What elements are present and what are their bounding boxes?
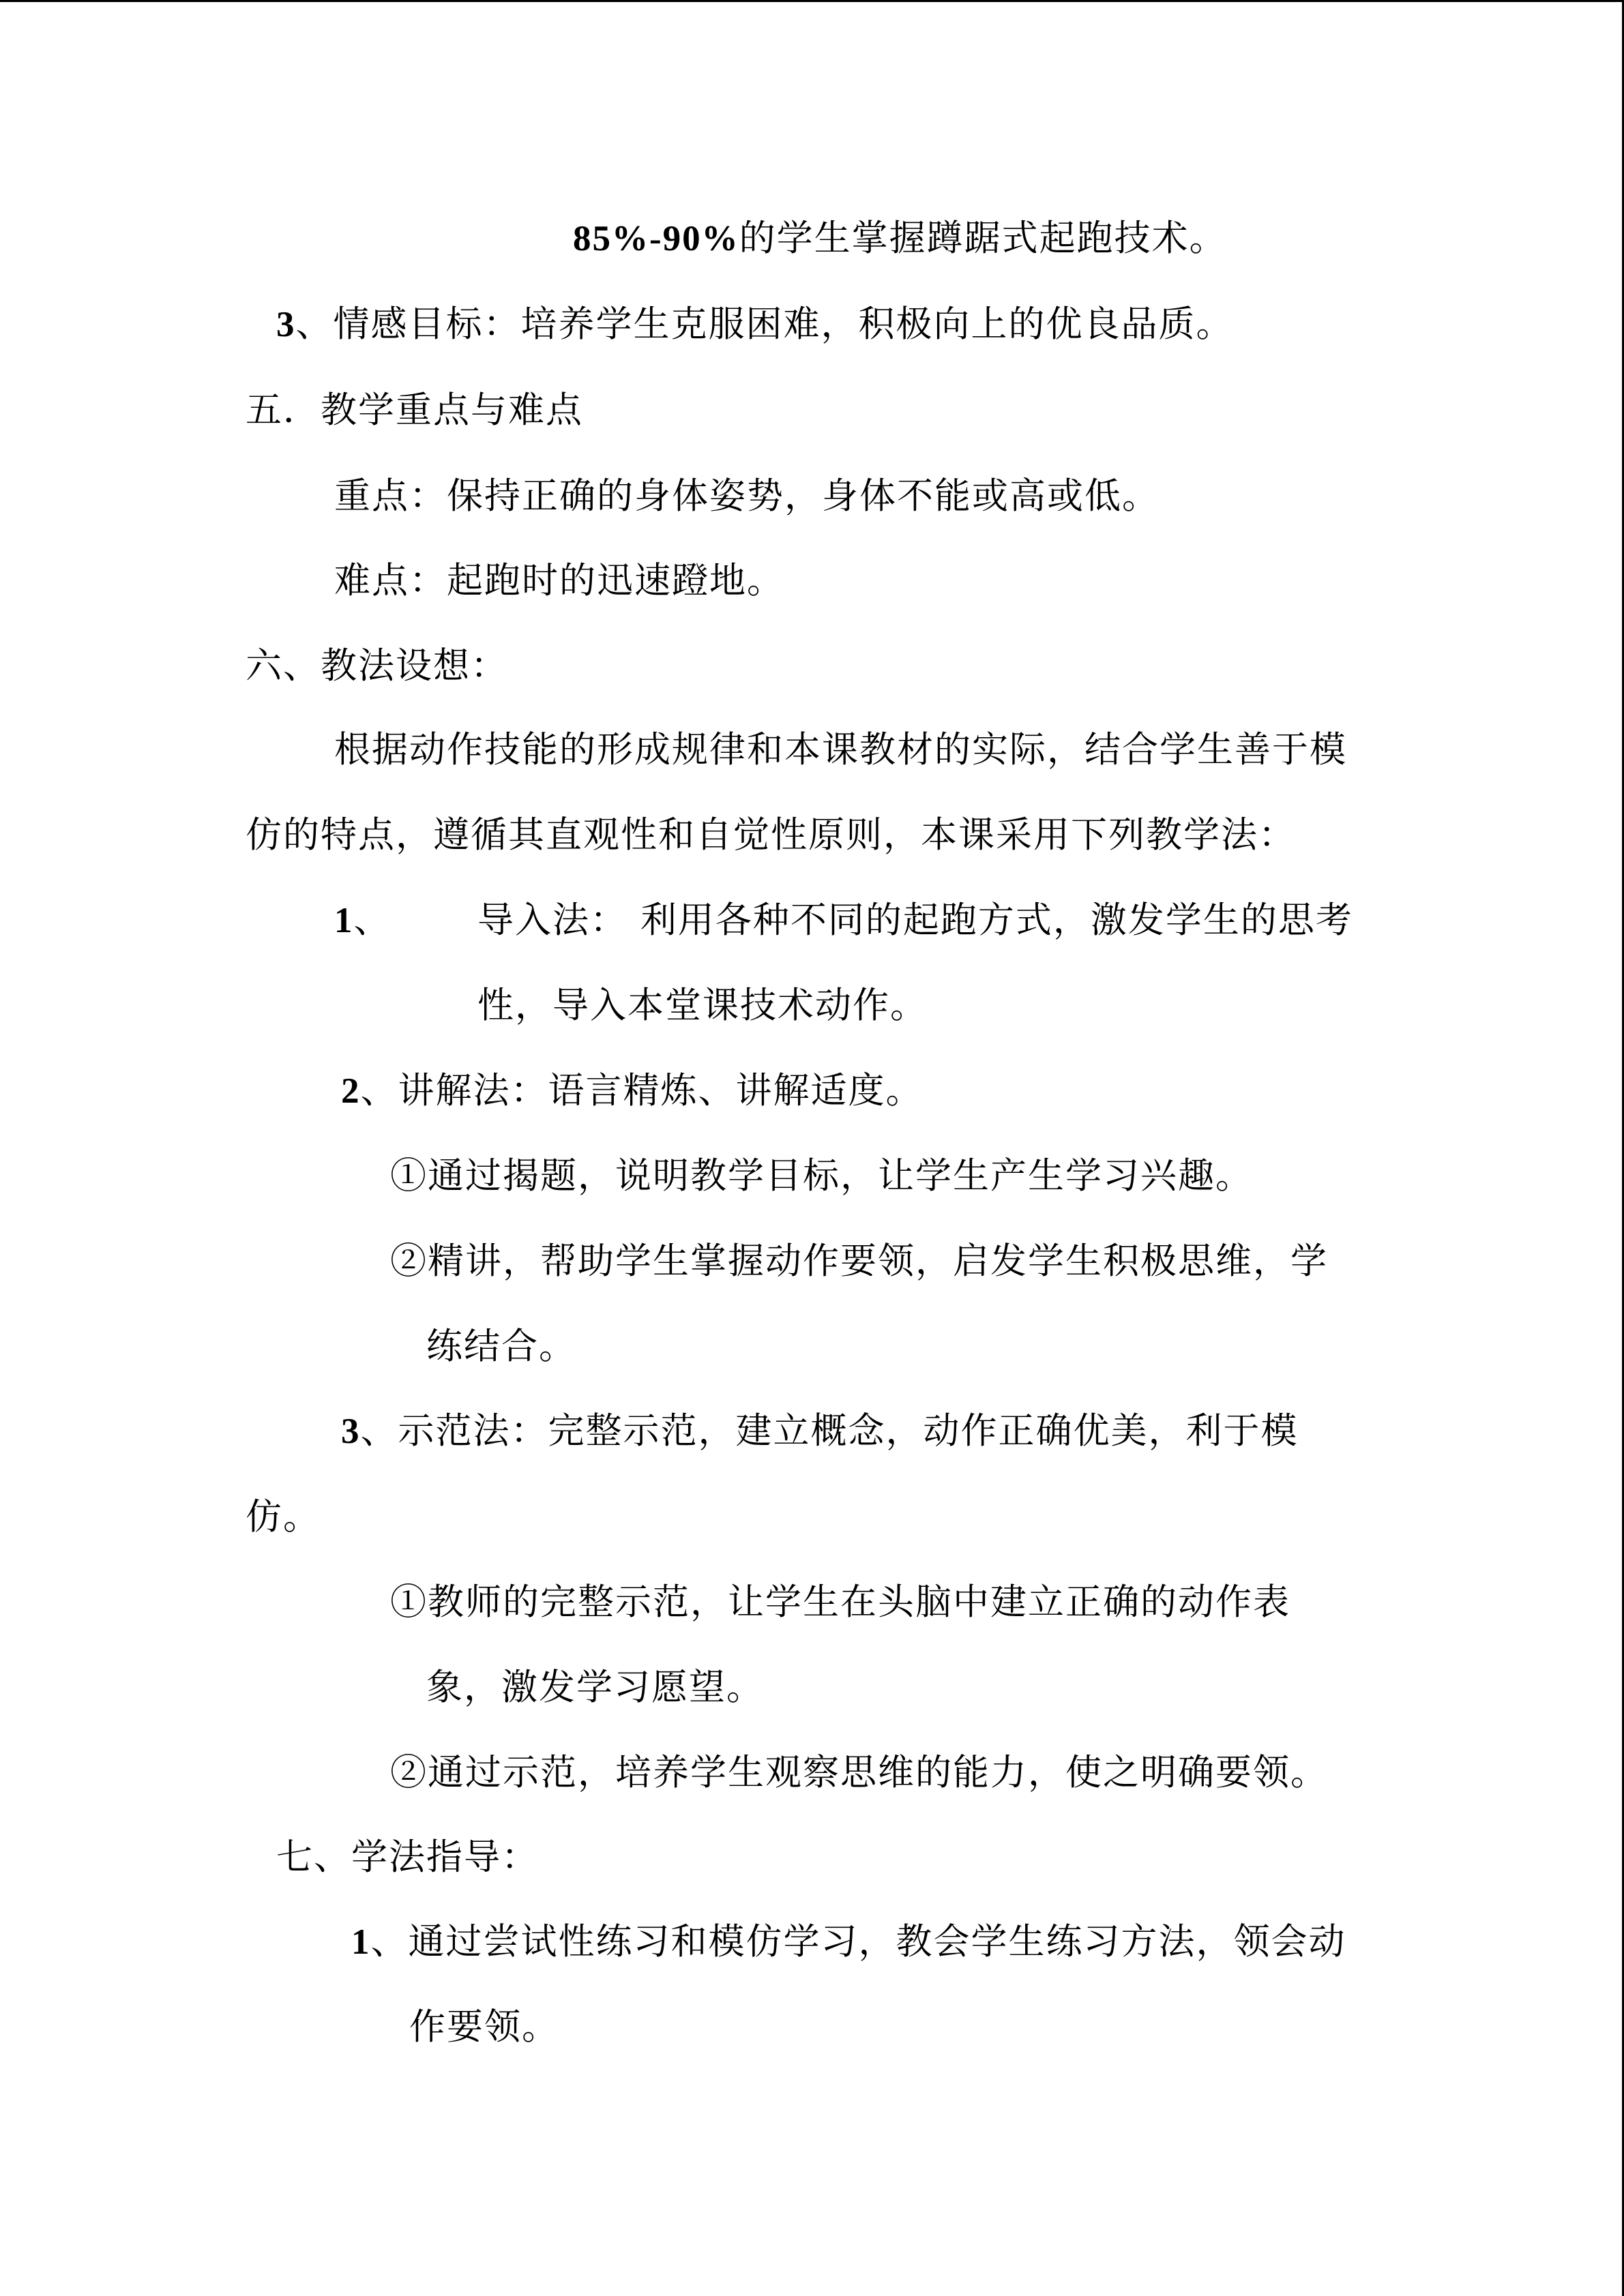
doc-line-13 (390, 1152, 1253, 1200)
line-text: 练结合。 (426, 1326, 576, 1367)
doc-line-15 (426, 1323, 576, 1371)
doc-line-10 (477, 897, 1353, 944)
line-text: 难点：起跑时的迅速蹬地。 (334, 560, 784, 601)
line-text: 、示范法：完整示范，建立概念，动作正确优美，利于模 (360, 1410, 1299, 1452)
doc-line-1 (573, 215, 1227, 263)
line-text: 导入法： 利用各种不同的起跑方式，激发学生的思考 (477, 899, 1353, 941)
doc-line-23 (409, 2003, 559, 2051)
section-heading-7 (276, 1834, 539, 1881)
section-heading-6 (246, 642, 508, 690)
doc-line-20 (390, 1749, 1328, 1797)
doc-line-22 (351, 1918, 1346, 1966)
section-heading-5 (246, 387, 583, 434)
line-text: ①教师的完整示范，让学生在头脑中建立正确的动作表 (390, 1581, 1290, 1623)
line-text: 、通过尝试性练习和模仿学习，教会学生练习方法，领会动 (370, 1921, 1346, 1963)
line-text: 性，导入本堂课技术动作。 (477, 985, 928, 1026)
doc-line-19 (426, 1664, 764, 1712)
doc-line-2 (276, 301, 1234, 348)
doc-line-9 (334, 897, 392, 944)
line-text: ②通过示范，培养学生观察思维的能力，使之明确要领。 (390, 1752, 1328, 1793)
line-text: 作要领。 (409, 2006, 559, 2048)
page-border-top (0, 0, 1624, 2)
line-text: 根据动作技能的形成规律和本课教材的实际，结合学生善于模 (334, 729, 1347, 771)
line-number: 1 (351, 1922, 371, 1962)
doc-line-5 (334, 557, 784, 605)
line-text: 、讲解法：语言精炼、讲解适度。 (360, 1070, 924, 1112)
doc-line-4 (334, 473, 1160, 520)
line-text: 七、学法指导： (276, 1836, 539, 1878)
line-number: 85%-90% (573, 219, 739, 258)
doc-line-11 (477, 982, 928, 1030)
doc-line-17 (246, 1493, 321, 1541)
line-text: 仿的特点，遵循其直观性和自觉性原则，本课采用下列教学法： (246, 814, 1296, 856)
line-text: 、 (353, 899, 392, 941)
line-text: 象，激发学习愿望。 (426, 1667, 764, 1708)
line-text: ②精讲，帮助学生掌握动作要领，启发学生积极思维，学 (390, 1240, 1328, 1282)
line-number: 2 (341, 1071, 361, 1111)
line-number: 3 (341, 1412, 361, 1451)
doc-line-8 (246, 811, 1296, 859)
doc-line-18 (390, 1579, 1290, 1626)
line-text: 五．教学重点与难点 (246, 389, 583, 431)
doc-line-14 (390, 1238, 1328, 1285)
line-number: 3 (276, 305, 296, 344)
line-text: 六、教法设想： (246, 645, 508, 687)
doc-line-12 (341, 1067, 924, 1115)
line-text: 仿。 (246, 1496, 321, 1538)
line-text: 重点：保持正确的身体姿势，身体不能或高或低。 (334, 475, 1160, 517)
line-text: 的学生掌握蹲踞式起跑技术。 (739, 218, 1227, 259)
line-number: 1 (334, 901, 354, 940)
line-text: 、情感目标：培养学生克服困难，积极向上的优良品质。 (295, 303, 1234, 345)
doc-line-7 (334, 726, 1347, 774)
line-text: ①通过揭题，说明教学目标，让学生产生学习兴趣。 (390, 1155, 1253, 1197)
doc-line-16 (341, 1407, 1299, 1455)
